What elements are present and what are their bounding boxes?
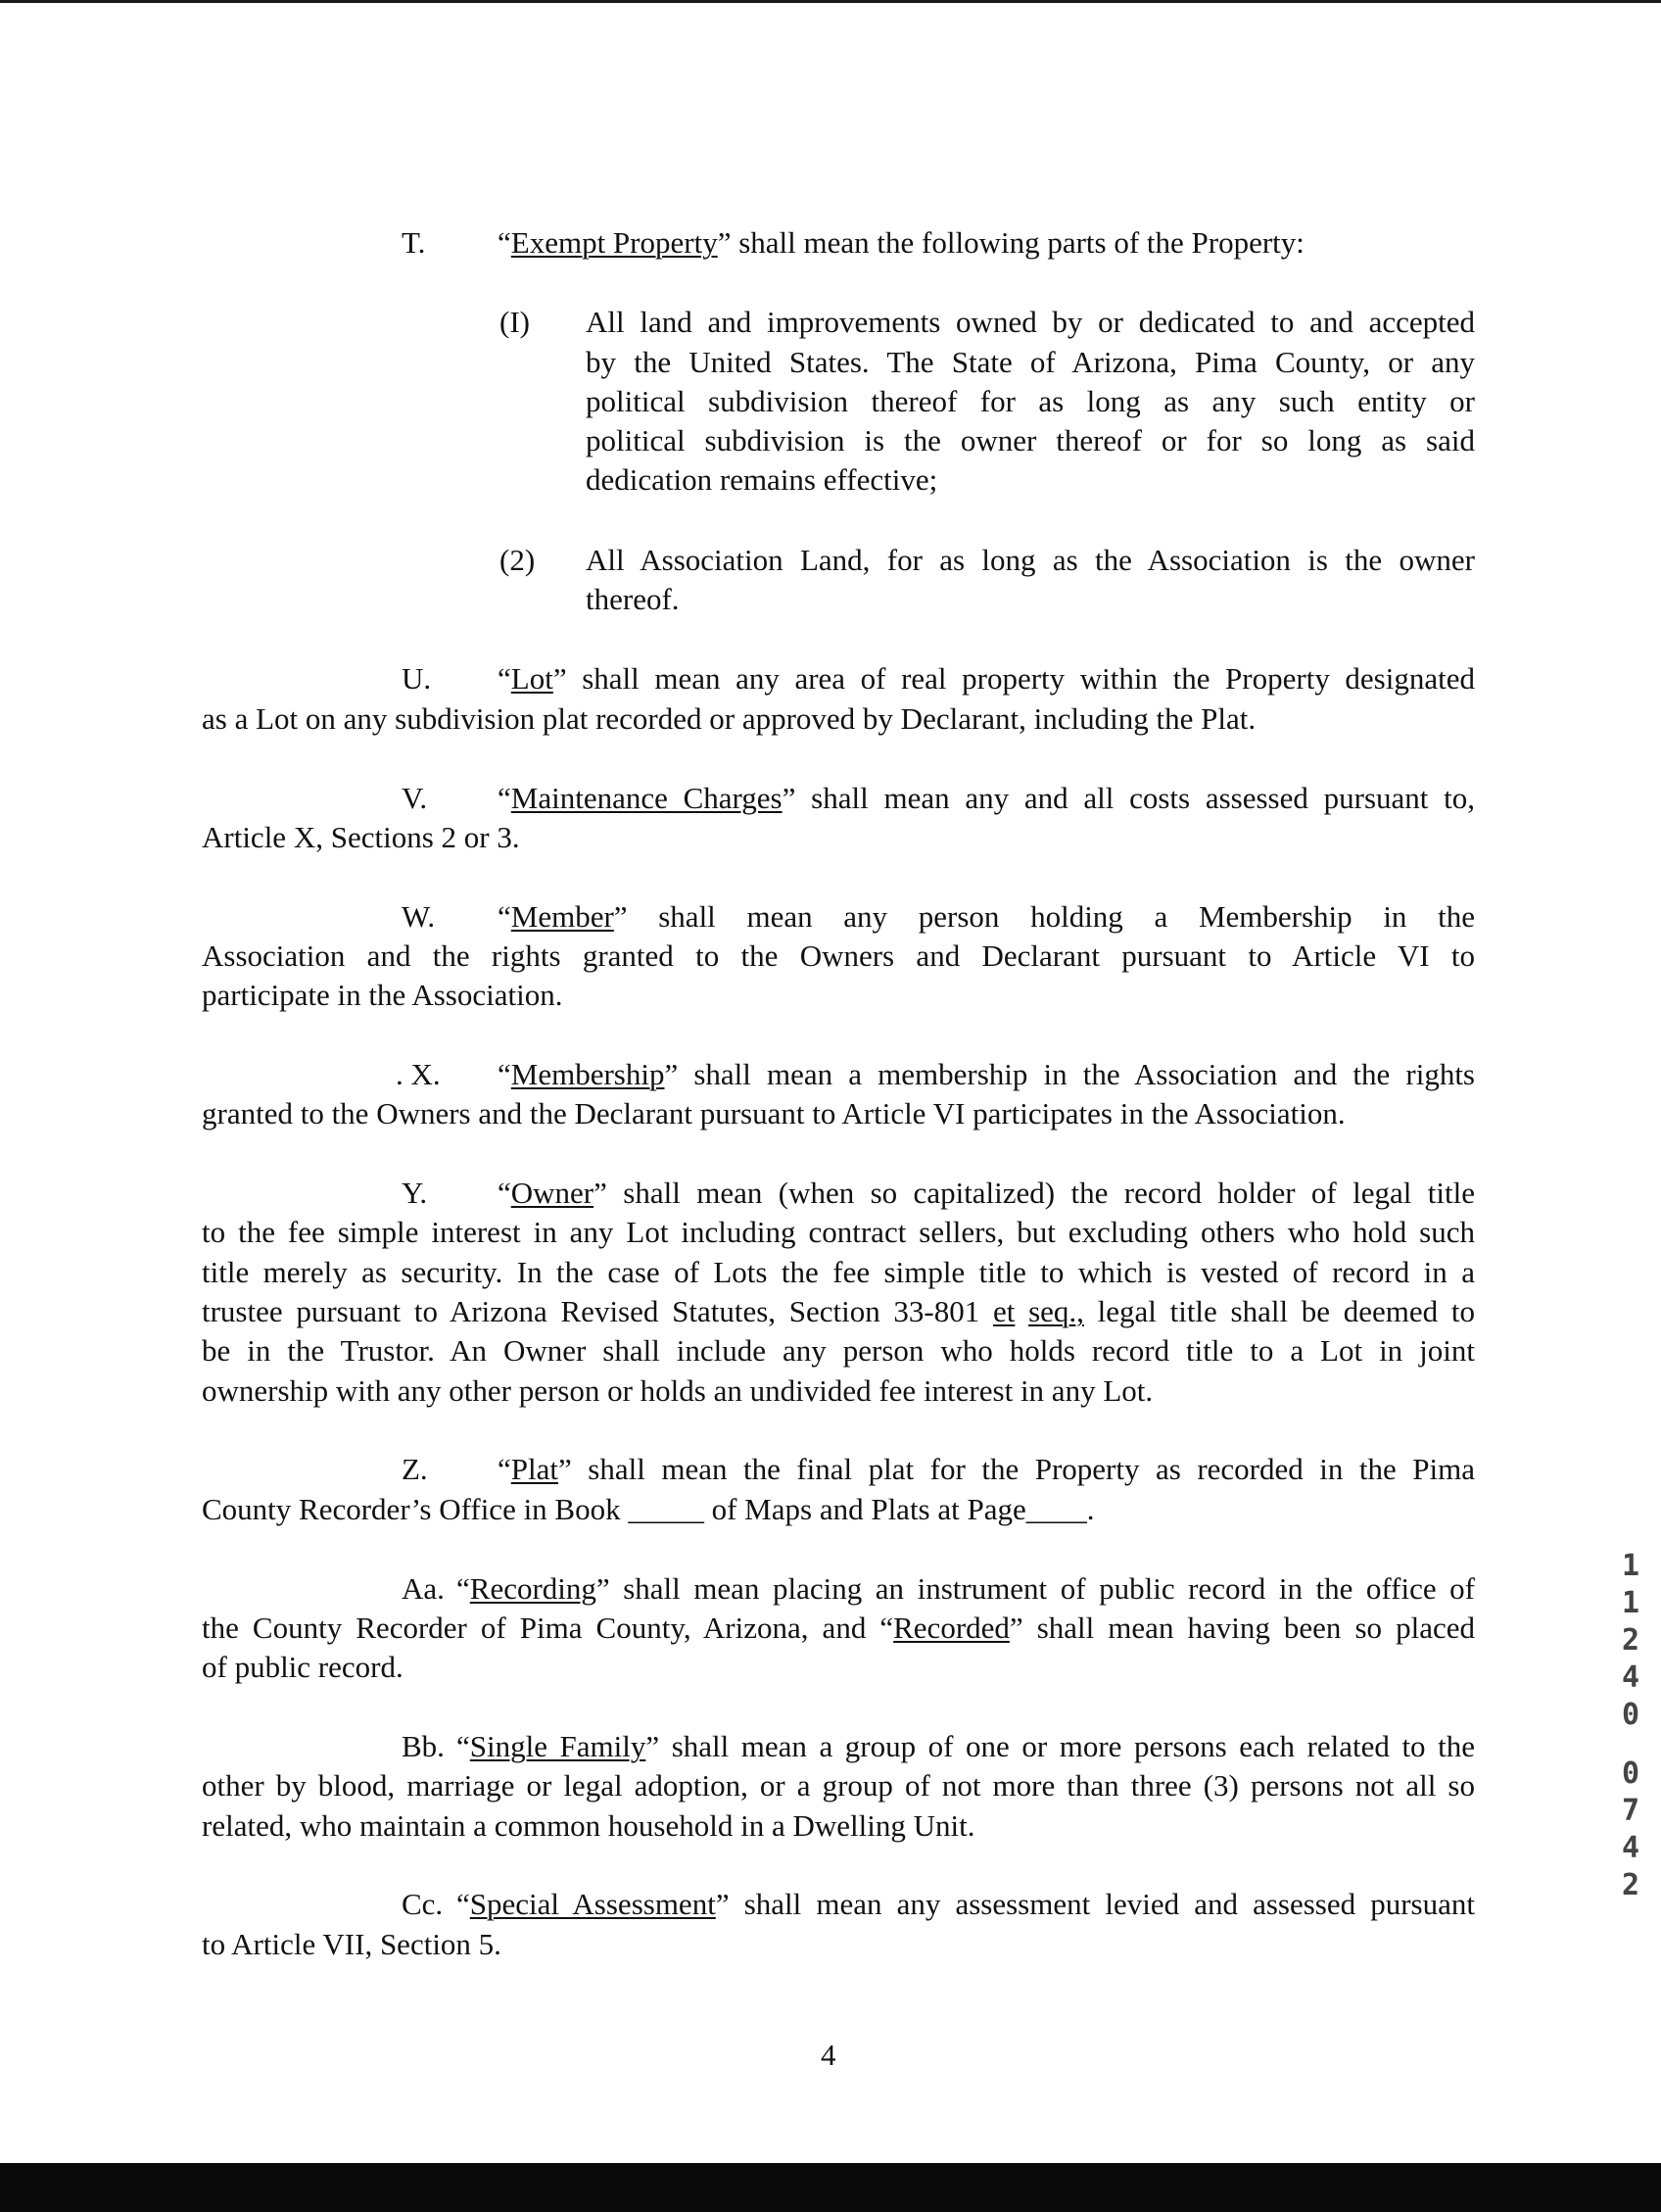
section-bb-line: “Single Family” shall mean a group of one or more persons each related to the [456,1729,1475,1763]
term-membership: Membership [510,1057,665,1091]
recorder-stamp [1616,1548,1645,1904]
section-bb-line: other by blood, marriage or legal adoption, or a group of not more than three (3) persons not all so [202,1768,1475,1803]
section-u-line: “Lot” shall mean any area of real property within the Property designated [498,661,1475,696]
page-number: 4 [821,2038,836,2072]
stamp-digit: 0 [1621,1698,1640,1732]
item-2-line: thereof. [586,582,680,616]
section-aa-line: “Recording” shall mean placing an instrument of public record in the office of [456,1571,1475,1606]
section-v-line: “Maintenance Charges” shall mean any and all costs assessed pursuant to, [498,781,1476,815]
section-w-line: “Member” shall mean any person holding a Membership in the [498,899,1475,934]
item-1-number: (I) [499,305,530,339]
section-u-label: U. [402,661,432,696]
section-y-line: be in the Trustor. An Owner shall include any person who holds record title to a Lot in joint [202,1333,1475,1368]
section-x-line: “Membership” shall mean a membership in the Association and the rights [498,1057,1475,1091]
latin-seq: seq., [1028,1294,1084,1328]
term-member: Member [510,899,614,934]
section-y-line: ownership with any other person or holds an undivided fee interest in any Lot. [202,1373,1154,1408]
section-t-label: T. [402,225,426,260]
section-aa-line: the County Recorder of Pima County, Arizona, and “Recorded” shall mean having been so placed [202,1611,1475,1645]
section-bb-line: related, who maintain a common household in a Dwelling Unit. [202,1808,975,1843]
term-owner: Owner [510,1176,594,1210]
stamp-digit: 4 [1621,1831,1640,1865]
term-single-family: Single Family [469,1729,646,1763]
term-plat: Plat [510,1452,558,1486]
section-bb-label: Bb. [402,1729,445,1763]
item-2-number: (2) [499,543,536,577]
section-y-label: Y. [402,1176,428,1210]
bottom-scan-border [0,2163,1661,2212]
section-y-line: “Owner” shall mean (when so capitalized) the record holder of legal title [498,1176,1475,1210]
section-z-line: “Plat” shall mean the final plat for the Property as recorded in the Pima [498,1452,1475,1486]
term-exempt-property: Exempt Property [510,225,718,260]
section-w-line: Association and the rights granted to the Owners and Declarant pursuant to Article VI to [202,938,1475,973]
item-1-line: political subdivision is the owner thereof or for so long as said [586,423,1475,457]
item-1-line: by the United States. The State of Arizona, Pima County, or any [586,345,1475,379]
stamp-digit: 1 [1621,1549,1640,1583]
stamp-digit: 4 [1621,1660,1640,1695]
section-z-label: Z. [402,1452,428,1486]
section-y-line: title merely as security. In the case of Lots the fee simple title to which is vested of record in a [202,1255,1475,1289]
section-w-label: W. [402,899,436,934]
item-1-line: political subdivision thereof for as long as any such entity or [586,384,1475,418]
section-w-line: participate in the Association. [202,978,563,1012]
item-1-line: All land and improvements owned by or dedicated to and accepted [586,305,1475,339]
section-y-line: trustee pursuant to Arizona Revised Statutes, Section 33-801 et seq., legal title shall be deemed to [202,1294,1475,1328]
latin-et: et [992,1294,1016,1328]
section-aa-label: Aa. [402,1571,445,1606]
section-z-line: County Recorder’s Office in Book _____ of Maps and Plats at Page____. [202,1492,1095,1526]
section-t-heading: “Exempt Property” shall mean the following parts of the Property: [498,225,1305,260]
section-y-line: to the fee simple interest in any Lot including contract sellers, but excluding others who hold such [202,1215,1475,1249]
term-recorded: Recorded [893,1611,1010,1645]
section-v-line: Article X, Sections 2 or 3. [202,820,520,854]
section-v-label: V. [402,781,428,815]
section-x-label: . X. [396,1057,441,1091]
stamp-digit: 2 [1621,1868,1640,1902]
item-2-line: All Association Land, for as long as the Association is the owner [586,543,1475,577]
section-x-line: granted to the Owners and the Declarant pursuant to Article VI participates in the Association. [202,1096,1346,1130]
term-lot: Lot [510,661,553,696]
stamp-digit: 7 [1621,1794,1640,1828]
term-maintenance-charges: Maintenance Charges [510,781,783,815]
section-cc-label: Cc. [402,1887,444,1921]
section-cc-line: “Special Assessment” shall mean any assessment levied and assessed pursuant [456,1887,1475,1921]
section-aa-line: of public record. [202,1650,403,1684]
item-1-line: dedication remains effective; [586,462,938,497]
section-cc-line: to Article VII, Section 5. [202,1927,501,1961]
term-recording: Recording [469,1571,596,1606]
stamp-digit: 1 [1621,1586,1640,1620]
stamp-gap [1616,1734,1645,1755]
section-u-line: as a Lot on any subdivision plat recorded or approved by Declarant, including the Plat. [202,701,1257,736]
stamp-digit: 2 [1621,1623,1640,1658]
term-special-assessment: Special Assessment [469,1887,716,1921]
stamp-digit: 0 [1621,1756,1640,1791]
